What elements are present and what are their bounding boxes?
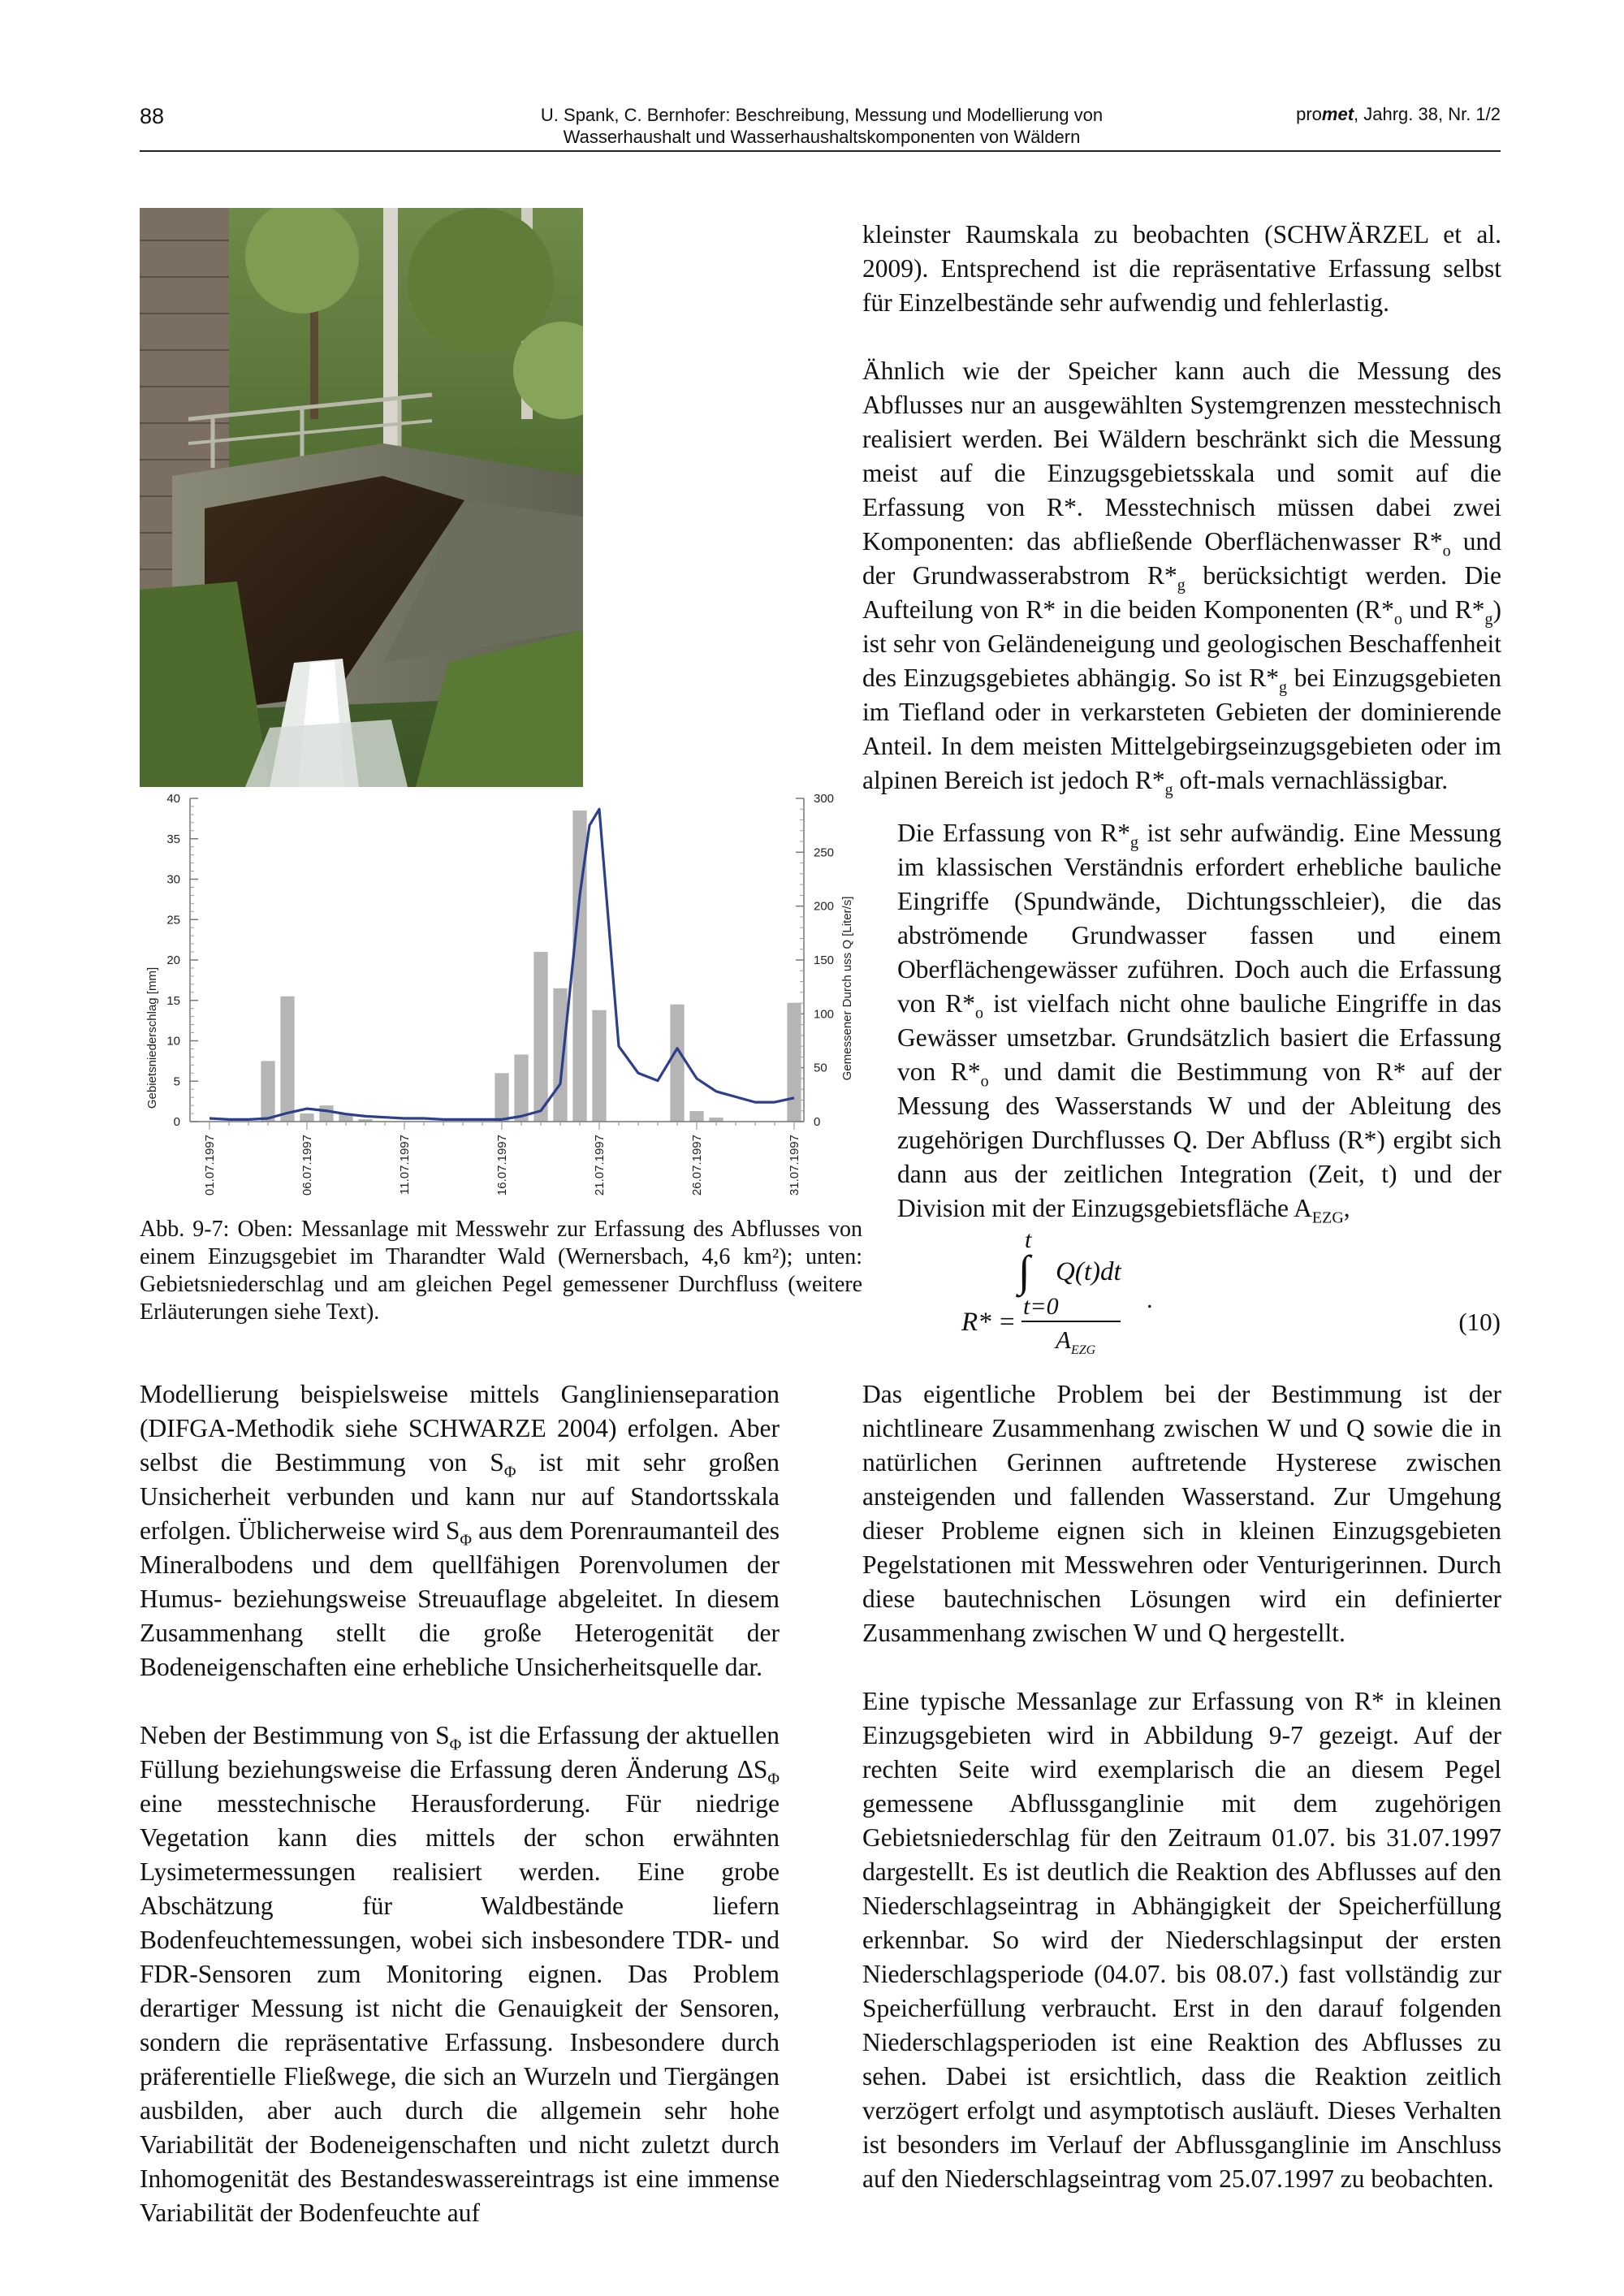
precipitation-bar <box>689 1111 703 1122</box>
left-column-text <box>140 1377 780 2230</box>
equation-upper-limit: t <box>1025 1226 1032 1253</box>
left-tick-label: 40 <box>166 792 180 806</box>
right-paragraph-1: kleinster Raumskala zu beobachten (SCHWÄRZEL et al. 2009). Entsprechend ist die repräsentative Erfassung selbst für Einzelbestände sehr aufwendig und fehlerlastig. <box>862 220 1501 317</box>
discharge-precipitation-chart <box>140 792 870 1198</box>
right-column-text-bottom <box>862 1377 1501 2196</box>
right-tick-label: 250 <box>814 845 835 860</box>
left-paragraph-1: Modellierung beispielsweise mittels Ganglinienseparation (DIFGA-Methodik siehe SCHWARZE 2004) erfolgen. Aber selbst die Bestimmung von $S_\Phi$ ist mit sehr großen Unsicherheit verbunden und kann nur auf Standortsskala erfolgen. Üblicherweise wird $S_\Phi$ aus dem Porenraumanteil des Mineralbodens und dem quellfähigen Porenvolumen der Humus- beziehungsweise Streuauflage abgeleitet. In diesem Zusammenhang stellt die große Heterogenität der Bodeneigenschaften eine erhebliche Unsicherheitsquelle dar. <box>140 1380 780 1681</box>
journal-brand: met <box>1321 104 1354 124</box>
integral-sign: ∫ <box>1018 1247 1030 1295</box>
right-tick-label: 150 <box>814 953 835 967</box>
equation-denominator: $A_{EZG}$ <box>1056 1325 1096 1358</box>
equation-trailing: . <box>1147 1286 1153 1313</box>
precipitation-bar <box>514 1054 528 1122</box>
right-y-axis <box>796 792 834 1129</box>
left-tick-label: 5 <box>173 1074 180 1089</box>
precipitation-bar <box>300 1113 313 1122</box>
left-tick-label: 35 <box>166 832 180 846</box>
left-tick-label: 30 <box>166 872 180 887</box>
left-axis-label: Gebietsniederschlag [mm] <box>145 966 159 1109</box>
equation-lower-limit: t=0 <box>1023 1293 1059 1320</box>
left-tick-label: 20 <box>166 953 180 967</box>
right-tick-label: 100 <box>814 1007 835 1022</box>
discharge-line <box>209 809 794 1119</box>
precipitation-bar <box>495 1073 508 1122</box>
precipitation-bar <box>319 1105 333 1122</box>
left-y-axis <box>166 792 198 1129</box>
right-tick-label: 300 <box>814 792 835 806</box>
x-tick-label: 21.07.1997 <box>593 1135 607 1196</box>
page-header <box>140 104 1501 154</box>
precipitation-bar <box>261 1061 274 1122</box>
running-title-line-1: U. Spank, C. Bernhofer: Beschreibung, Messung und Modellierung von <box>540 105 1104 125</box>
discharge-series-line <box>209 809 794 1119</box>
precipitation-bar <box>592 1010 606 1122</box>
journal-prefix: pro <box>1296 104 1322 124</box>
equation-lhs: R* = <box>961 1308 1017 1337</box>
equation-number: (10) <box>1458 1308 1501 1336</box>
right-paragraph-2: Ähnlich wie der Speicher kann auch die Messung des Abflusses nur an ausgewählten Systemgrenzen messtechnisch realisiert werden. Bei Wäldern beschränkt sich die Messung meist auf die Einzugsgebietsskala und somit auf die Erfassung von R*. Messtechnisch müssen dabei zwei Komponenten: das abfließende Oberflächenwasser $R*_o$ und der Grundwasserabstrom $R*_g$ berücksichtigt werden. Die Aufteilung von R* in die beiden Komponenten ($R*_o$ und $R*_g$) ist sehr von Geländeneigung und geologischen Beschaffenheit des Einzugsgebietes abhängig. So ist $R*_g$ bei Einzugsgebieten im Tiefland oder in verkarsteten Gebieten der dominierende Anteil. In dem meisten Mittelgebirgseinzugsgebieten oder im alpinen Bereich ist jedoch $R*_g$ oft-mals vernachlässigbar. <box>862 357 1502 799</box>
running-title-line-2: Wasserhaushalt und Wasserhaushaltskomponenten von Wäldern <box>563 127 1081 147</box>
right-paragraph-4: Das eigentliche Problem bei der Bestimmung ist der nichtlineare Zusammenhang zwischen W und Q sowie die in natürlichen Gerinnen auftretende Hysterese zwischen ansteigenden und fallenden Wasserstand. Zur Umgehung dieser Probleme eignen sich in kleinen Einzugsgebieten Pegelstationen mit Messwehren oder Venturigerinnen. Durch diese bautechnischen Lösungen wird ein definierter Zusammenhang zwischen W und Q hergestellt. <box>862 1380 1501 1647</box>
right-paragraph-5: Eine typische Messanlage zur Erfassung von R* in kleinen Einzugsgebieten wird in Abbildung 9-7 gezeigt. Auf der rechten Seite wird exemplarisch die an diesem Pegel gemessene Abflussganglinie mit dem zugehörigen Gebietsniederschlag für den Zeitraum 01.07. bis 31.07.1997 dargestellt. Es ist deutlich die Reaktion des Abflusses auf den Niederschlagseintrag in Abhängigkeit der Speicherfüllung erkennbar. So wird der Niederschlagsinput der ersten Niederschlagsperiode (04.07. bis 08.07.) fast vollständig zur Speicherfüllung verbraucht. Erst in den darauf folgenden Niederschlagsperioden ist eine Reaktion des Abflusses zu sehen. Dabei ist ersichtlich, dass die Reaktion zeitlich verzögert erfolgt und asymptotisch ausläuft. Dieses Verhalten ist besonders im Verlauf der Abflussganglinie im Anschluss auf den Niederschlagseintrag vom 25.07.1997 zu beobachten. <box>862 1687 1501 2193</box>
left-paragraph-2: Neben der Bestimmung von $S_\Phi$ ist die Erfassung der aktuellen Füllung beziehungsweise die Erfassung deren Änderung $\Delta S_\Phi$ eine messtechnische Herausforderung. Für niedrige Vegetation kann dies mittels der schon erwähnten Lysimetermessungen realisiert werden. Eine grobe Abschätzung für Waldbestände liefern Bodenfeuchtemessungen, wobei sich insbesondere TDR- und FDR-Sensoren zum Monitoring eignen. Das Problem derartiger Messung ist nicht die Genauigkeit der Sensoren, sondern die repräsentative Erfassung. Insbesondere durch präferentielle Fließwege, die sich an Wurzeln und Tiergängen ausbilden, aber auch durch die allgemein sehr hohe Variabilität der Bodeneigenschaften und nicht zuletzt durch Inhomogenität des Bestandeswassereintrags ist eine immense Variabilität der Bodenfeuchte auf <box>140 1721 780 2227</box>
precipitation-bar <box>787 1003 801 1122</box>
fraction-bar <box>1021 1321 1121 1322</box>
x-tick-label: 26.07.1997 <box>690 1135 704 1196</box>
equation-integrand: Q(t)dt <box>1056 1257 1121 1286</box>
precipitation-bar <box>553 988 567 1122</box>
x-tick-label: 11.07.1997 <box>398 1135 412 1195</box>
x-tick-label: 06.07.1997 <box>300 1135 314 1196</box>
left-tick-label: 15 <box>166 993 180 1008</box>
page-number: 88 <box>140 104 165 128</box>
left-tick-label: 25 <box>166 913 180 927</box>
precipitation-bar <box>533 952 547 1122</box>
left-tick-label: 0 <box>173 1115 180 1129</box>
right-tick-label: 0 <box>814 1115 821 1129</box>
x-tick-label: 01.07.1997 <box>203 1135 217 1196</box>
right-tick-label: 50 <box>814 1061 827 1075</box>
weir-photo <box>140 208 583 787</box>
x-tick-label: 31.07.1997 <box>788 1135 801 1196</box>
left-tick-label: 10 <box>166 1034 180 1049</box>
right-paragraph-3: Die Erfassung von $R*_g$ ist sehr aufwändig. Eine Messung im klassischen Verständnis erfordert erhebliche bauliche Eingriffe (Spundwände, Dichtungsschleier), die das abströmende Grundwasser fassen und einem Oberflächengewässer zuführen. Doch auch die Erfassung von $R*_o$ ist vielfach nicht ohne bauliche Eingriffe in das Gewässer umsetzbar. Grundsätzlich basiert die Erfassung von $R*_o$ und damit die Bestimmung von R* auf der Messung des Wasserstands W und der Ableitung des zugehörigen Durchflusses Q. Der Abfluss (R*) ergibt sich dann aus der zeitlichen Integration (Zeit, t) und der Division mit der Einzugsgebietsfläche $A_{EZG}$, <box>897 819 1501 1227</box>
right-column-text-middle <box>897 816 1501 1226</box>
right-column-text-top <box>862 218 1501 798</box>
equation-10 <box>864 1218 1501 1373</box>
running-title <box>383 104 1260 148</box>
precipitation-bars <box>261 811 801 1122</box>
x-tick-label: 16.07.1997 <box>495 1135 509 1196</box>
figure-caption: Abb. 9-7: Oben: Messanlage mit Messwehr zur Erfassung des Abflusses von einem Einzugsgebiet im Tharandter Wald (Wernersbach, 4,6 km²); unten: Gebietsniederschlag und am gleichen Pegel gemessener Durchfluss (weitere Erläuterungen siehe Text). <box>140 1217 862 1325</box>
precipitation-bar <box>280 997 294 1122</box>
right-tick-label: 200 <box>814 899 835 914</box>
x-axis <box>190 1122 804 1196</box>
precipitation-bar <box>670 1005 684 1122</box>
right-axis-label: Gemessener Durch uss Q [Liter/s] <box>840 896 854 1081</box>
journal-issue: , Jahrg. 38, Nr. 1/2 <box>1354 104 1501 124</box>
header-divider <box>140 150 1501 152</box>
journal-reference <box>1296 104 1501 125</box>
